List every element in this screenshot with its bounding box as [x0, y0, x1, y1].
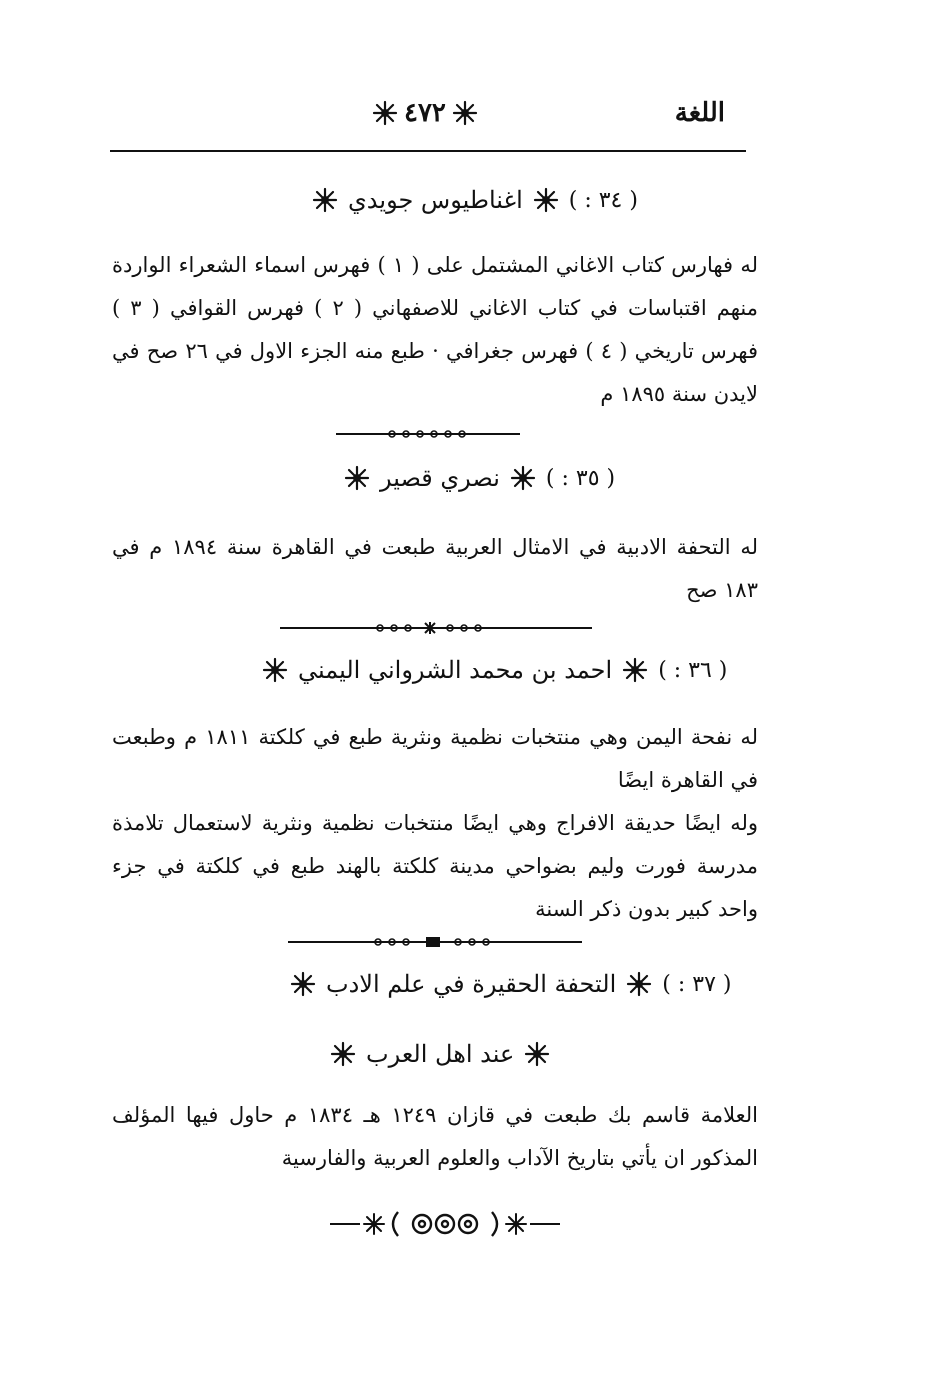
star-flower-icon: [622, 657, 648, 683]
paragraph: العلامة قاسم بك طبعت في قازان ١٢٤٩ هـ ١٨٣٤ م حاول فيها المؤلف المذكور ان يأتي بتاريخ الآداب والعلوم العربية والفارسية: [112, 1103, 758, 1170]
star-flower-icon: [372, 100, 398, 126]
star-flower-icon: [524, 1041, 550, 1067]
star-flower-icon: [533, 187, 559, 213]
chain-divider: [288, 936, 582, 948]
entry-body: [112, 1094, 758, 1180]
paragraph: له نفحة اليمن وهي منتخبات نظمية ونثرية طبع في كلكتة ١٨١١ م وطبعت في القاهرة ايضًا: [112, 725, 759, 792]
entry-title: احمد بن محمد الشرواني اليمني: [298, 656, 613, 684]
entry-number: ( ٣٥ : ): [545, 465, 616, 491]
running-head: [110, 98, 725, 138]
entry-heading: [344, 464, 615, 492]
entry-heading: [262, 656, 727, 684]
header-rule: [110, 150, 746, 152]
entry-subtitle-line: [330, 1040, 550, 1068]
entry-title: نصري قصير: [380, 464, 500, 492]
star-flower-icon: [330, 1041, 356, 1067]
paragraph: له فهارس كتاب الاغاني المشتمل على ( ١ ) فهرس اسماء الشعراء الواردة منهم اقتباسات في كتاب الاغاني للاصفهاني ( ٢ ) فهرس القوافي ( ٣ ) فهرس تاريخي ( ٤ ) فهرس جغرافي · طبع منه الجزء الاول في ٢٦ صح في لايدن سنة ١٨٩٥ م: [112, 253, 759, 406]
star-flower-icon: [510, 465, 536, 491]
paragraph: له التحفة الادبية في الامثال العربية طبعت في القاهرة سنة ١٨٩٤ م في ١٨٣ صح: [112, 535, 758, 602]
star-flower-icon: [312, 187, 338, 213]
running-title: اللغة: [674, 98, 725, 128]
entry-number: ( ٣٧ : ): [662, 971, 732, 997]
entry-title: اغناطيوس جويدي: [348, 186, 523, 214]
entry-heading: [312, 186, 638, 214]
chain-divider: [336, 428, 520, 440]
entry-body: [112, 244, 758, 416]
star-flower-icon: [290, 971, 316, 997]
entry-body: [112, 526, 758, 612]
star-flower-icon: [344, 465, 370, 491]
scroll-tailpiece: [330, 1206, 560, 1242]
entry-number: ( ٣٦ : ): [658, 657, 728, 683]
chain-divider: [280, 622, 592, 634]
page-number-group: [372, 98, 478, 128]
paragraph: وله ايضًا حديقة الافراج وهي ايضًا منتخبات نظمية ونثرية لاستعمال تلامذة مدرسة فورت وليم بضواحي مدينة كلكتة بالهند طبع في كلكتة في جزء واحد كبير بدون ذكر السنة: [112, 811, 758, 921]
entry-body: [112, 716, 758, 931]
star-flower-icon: [626, 971, 652, 997]
page-number: ٤٧٢: [404, 98, 446, 128]
entry-heading: [290, 970, 731, 998]
entry-number: ( ٣٤ : ): [568, 187, 638, 213]
star-flower-icon: [452, 100, 478, 126]
star-flower-icon: [262, 657, 288, 683]
entry-subtitle: عند اهل العرب: [366, 1040, 515, 1068]
entry-title: التحفة الحقيرة في علم الادب: [326, 970, 617, 998]
